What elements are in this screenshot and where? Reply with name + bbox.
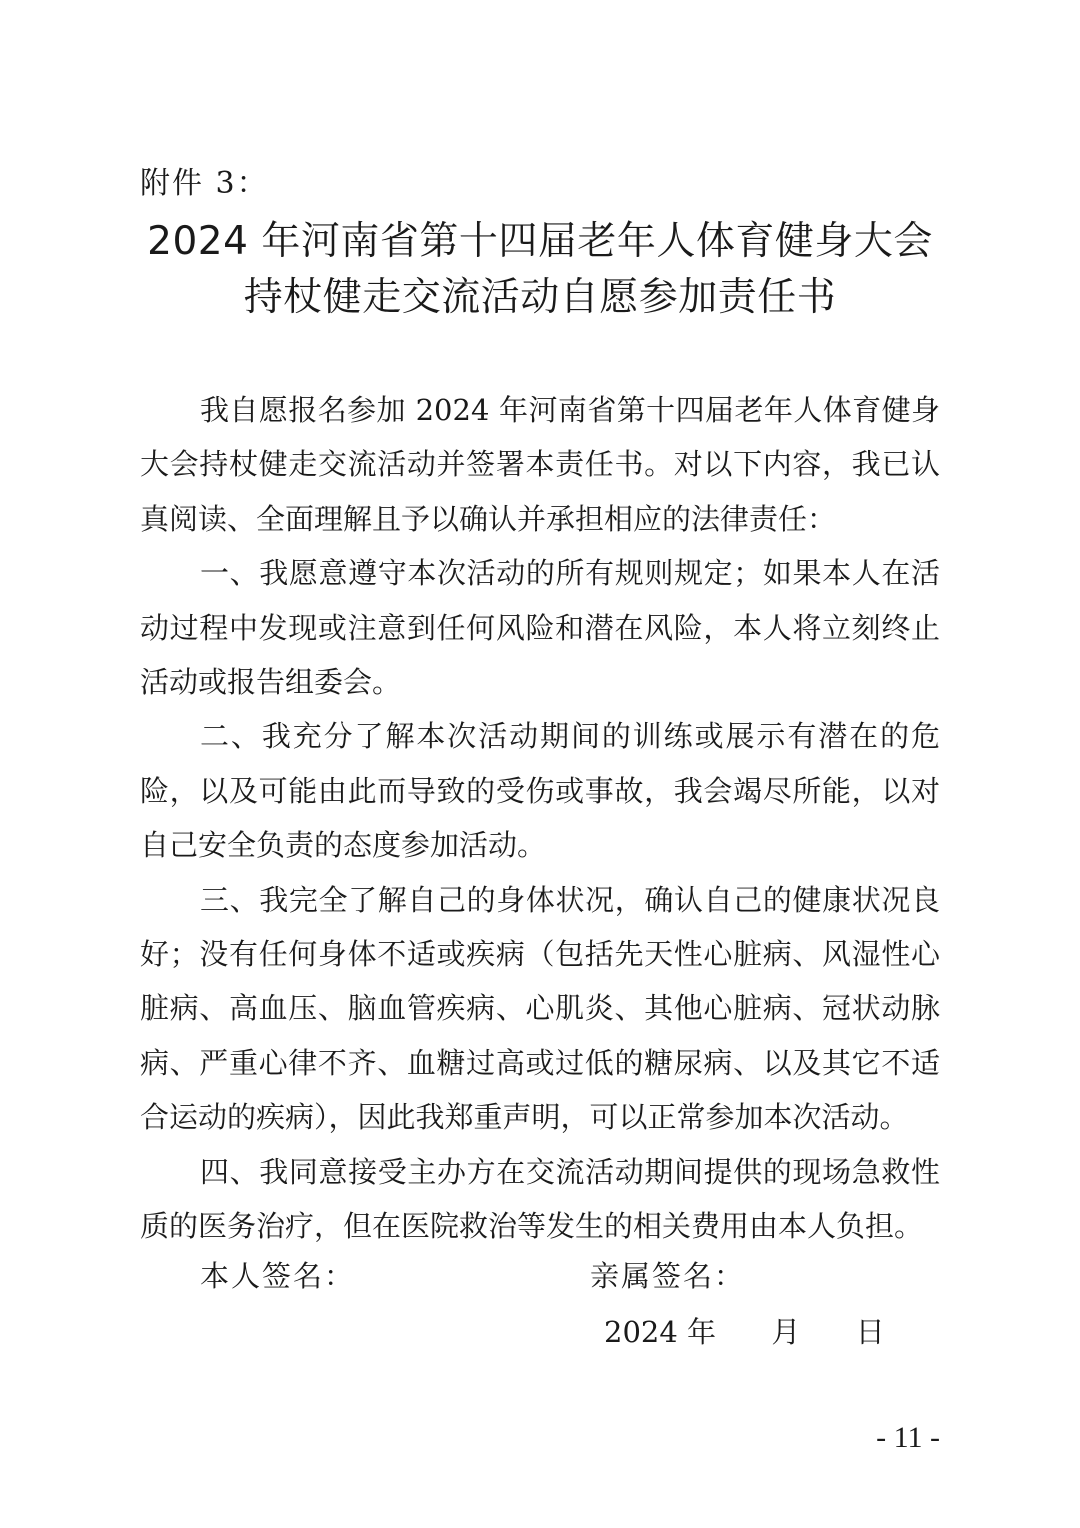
date-year-unit: 年 [687, 1315, 717, 1349]
document-body [140, 383, 940, 1254]
relative-signature-label: 亲属签名： [590, 1259, 746, 1293]
self-signature-label: 本人签名： [200, 1259, 356, 1293]
attachment-label: 附件 3： [140, 166, 269, 201]
date-day-unit: 日 [855, 1315, 885, 1349]
date-line [604, 1308, 885, 1356]
document-title-line-1: 2024 年河南省第十四届老年人体育健身大会 [147, 219, 933, 264]
page-number: - 11 - [876, 1421, 940, 1454]
intro-paragraph: 我自愿报名参加 2024 年河南省第十四届老年人体育健身大会持杖健走交流活动并签署本责任书。对以下内容，我已认真阅读、全面理解且予以确认并承担相应的法律责任： [140, 393, 940, 536]
document-title-line-2: 持杖健走交流活动自愿参加责任书 [243, 275, 837, 320]
clause-one-paragraph: 一、我愿意遵守本次活动的所有规则规定；如果本人在活动过程中发现或注意到任何风险和潜在风险，本人将立刻终止活动或报告组委会。 [140, 556, 940, 700]
date-month-unit: 月 [771, 1315, 801, 1349]
clause-four-paragraph: 四、我同意接受主办方在交流活动期间提供的现场急救性质的医务治疗，但在医院救治等发生的相关费用由本人负担。 [140, 1154, 940, 1244]
clause-three-paragraph: 三、我完全了解自己的身体状况，确认自己的健康状况良好；没有任何身体不适或疾病（包括先天性心脏病、风湿性心脏病、高血压、脑血管疾病、心肌炎、其他心脏病、冠状动脉病、严重心律不齐、血糖过高或过低的糖尿病、以及其它不适合运动的疾病），因此我郑重声明，可以正常参加本次活动。 [140, 882, 940, 1135]
clause-two-paragraph: 二、我充分了解本次活动期间的训练或展示有潜在的危险，以及可能由此而导致的受伤或事故，我会竭尽所能，以对自己安全负责的态度参加活动。 [140, 719, 940, 863]
date-year: 2024 [604, 1315, 678, 1349]
